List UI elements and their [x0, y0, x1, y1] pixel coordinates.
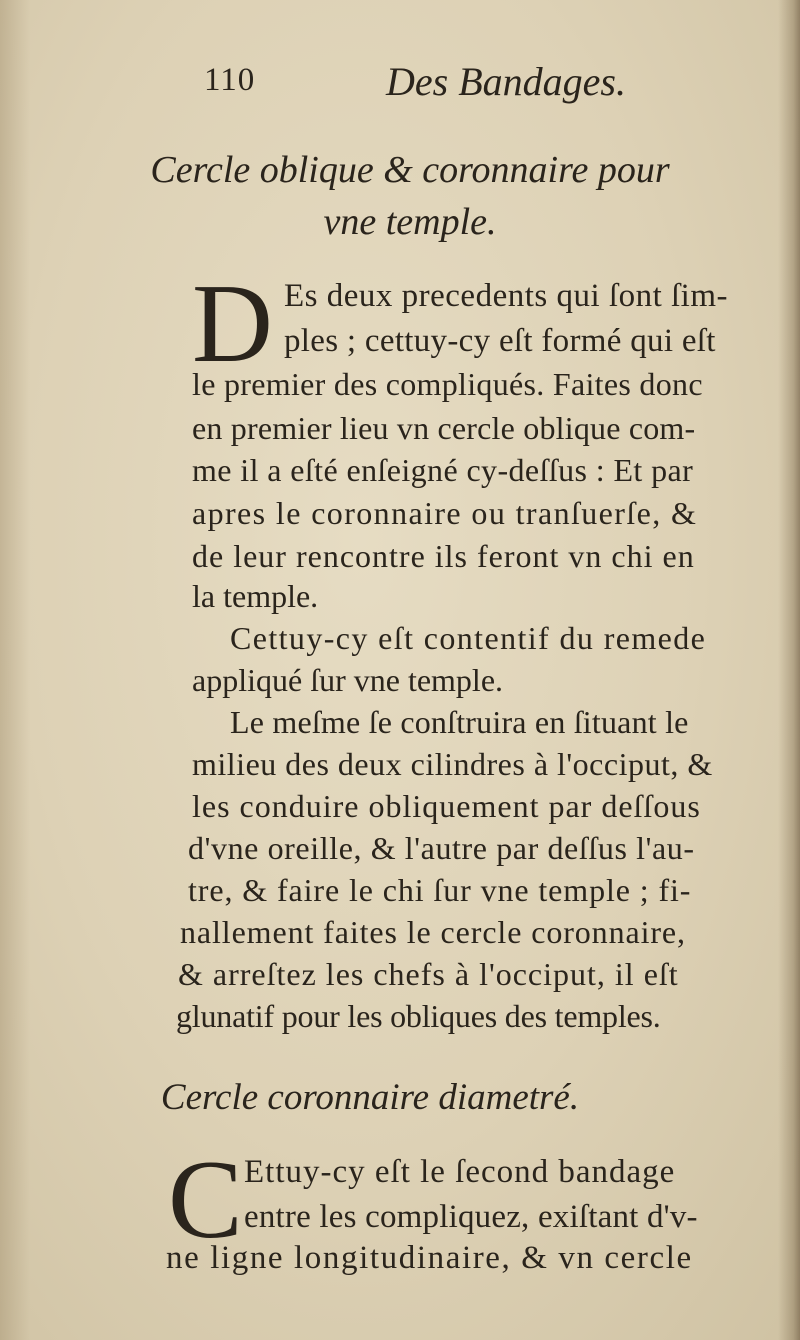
text-line: de leur rencontre ils feront vn chi en	[192, 538, 695, 574]
heading-line: Cercle oblique & coronnaire pour	[150, 149, 670, 191]
text-line: Ettuy-cy eſt le ſecond bandage	[244, 1154, 676, 1190]
running-title: Des Bandages.	[386, 59, 626, 104]
text-line: apres le coronnaire ou tranſuerſe, &	[192, 495, 698, 531]
text-line: ne ligne longitudinaire, & vn cercle	[166, 1240, 693, 1276]
drop-cap: C	[168, 1138, 243, 1262]
text-line: Cettuy-cy eſt contentif du remede	[230, 620, 707, 656]
text-line: nallement faites le cercle coronnaire,	[180, 914, 686, 950]
text-line: tre, & faire le chi ſur vne temple ; fi-	[188, 872, 692, 908]
text-line: Es deux precedents qui ſont ſim-	[284, 278, 728, 314]
text-line: entre les compliquez, exiſtant d'v-	[244, 1199, 698, 1235]
text-line: la temple.	[192, 578, 319, 614]
section-heading-oblique	[10, 144, 800, 248]
text-line: d'vne oreille, & l'autre par deſſus l'au-	[188, 830, 695, 866]
text-line: appliqué ſur vne temple.	[192, 662, 504, 698]
text-line: le premier des compliqués. Faites donc	[192, 366, 703, 402]
text-line: & arreſtez les chefs à l'occiput, il eſt	[178, 956, 679, 992]
heading-line: vne temple.	[323, 201, 497, 243]
drop-cap: D	[192, 262, 273, 386]
page-number: 110	[204, 62, 256, 98]
text-line: Le meſme ſe conſtruira en ſituant le	[230, 704, 689, 740]
text-line: milieu des deux cilindres à l'occiput, &	[192, 746, 713, 782]
text-line: en premier lieu vn cercle oblique com-	[192, 410, 696, 446]
text-line: me il a eſté enſeigné cy-deſſus : Et par	[192, 452, 694, 488]
text-line: les conduire obliquement par deſſous	[192, 788, 701, 824]
section-heading-diametre: Cercle coronnaire diametré.	[160, 1077, 580, 1118]
text-line: ples ; cettuy-cy eſt formé qui eſt	[284, 323, 716, 359]
text-line: glunatif pour les obliques des temples.	[176, 998, 661, 1034]
running-head	[0, 58, 800, 108]
